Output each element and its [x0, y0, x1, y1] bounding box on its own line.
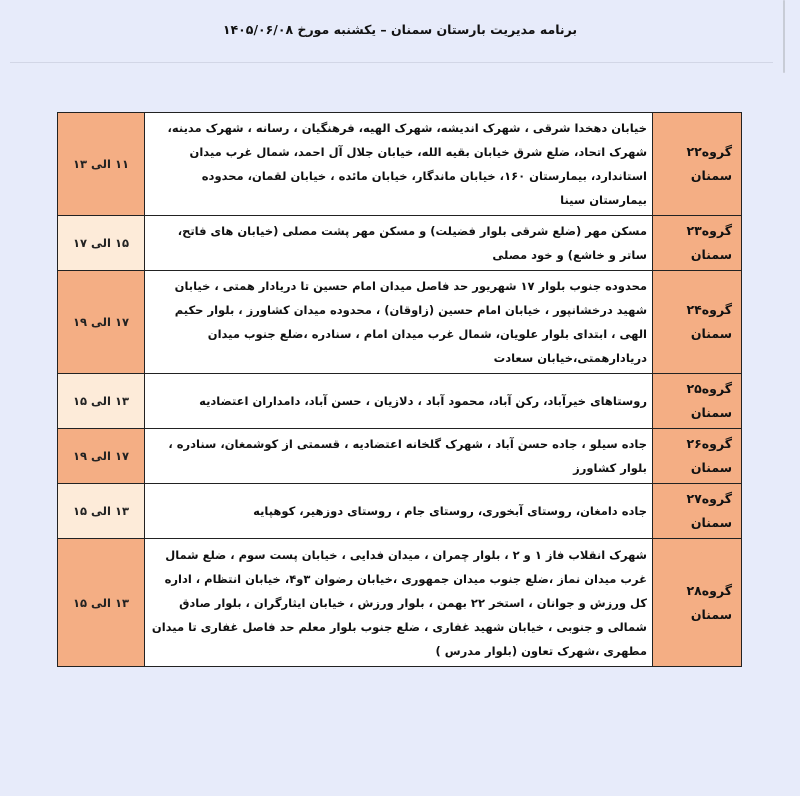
group-city: سمنان: [690, 168, 732, 183]
table-row: [58, 484, 742, 539]
group-cell: [653, 429, 742, 484]
group-cell: [653, 374, 742, 429]
area-cell: خیابان دهخدا شرقی ، شهرک اندیشه، شهرک الهیه، فرهنگیان ، رسانه ، شهرک مدینه، شهرک اتحاد، ضلع شرق خیابان بقیه الله، خیابان جلال آل احمد، شمال غرب میدان استاندارد، بیمارستان ۱۶۰، خیابان ماندگار، خیابان مائده ، خیابان لقمان، محدوده بیمارستان سینا: [145, 113, 653, 216]
scrollbar[interactable]: [783, 0, 785, 73]
time-cell: ۱۷ الی ۱۹: [58, 271, 145, 374]
area-cell: جاده دامغان، روستای آبخوری، روستای جام ، روستای دوزهیر، کوهپایه: [145, 484, 653, 539]
divider: [10, 62, 773, 63]
time-cell: ۱۳ الی ۱۵: [58, 484, 145, 539]
area-cell: جاده سیلو ، جاده حسن آباد ، شهرک گلخانه اعتضادیه ، قسمتی از کوشمغان، سنادره ، بلوار کشاورز: [145, 429, 653, 484]
area-cell: مسکن مهر (ضلع شرقی بلوار فضیلت) و مسکن مهر پشت مصلی (خیابان های فاتح، ساتر و خاشع) و خود مصلی: [145, 216, 653, 271]
time-cell: ۱۷ الی ۱۹: [58, 429, 145, 484]
schedule-table: [57, 112, 742, 667]
area-cell: شهرک انقلاب فاز ۱ و ۲ ، بلوار چمران ، میدان فدایی ، خیابان پست سوم ، ضلع شمال غرب میدان نماز ،ضلع جنوب میدان جمهوری ،خیابان رضوان ۳و۴، خیابان انتظام ، اداره کل ورزش و جوانان ، استخر ۲۲ بهمن ، بلوار ورزش ، خیابان ایثارگران ، بلوار صادق شمالی و جنوبی ، خیابان شهید غفاری ، ضلع جنوب بلوار معلم حد فاصل غفاری تا میدان مطهری ،شهرک تعاون (بلوار مدرس ): [145, 539, 653, 667]
table-row: [58, 374, 742, 429]
group-cell: [653, 113, 742, 216]
time-cell: ۱۵ الی ۱۷: [58, 216, 145, 271]
group-label: گروه۲۳: [686, 223, 732, 238]
table-row: [58, 216, 742, 271]
group-label: گروه۲۸: [686, 582, 732, 598]
group-label: گروه۲۴: [686, 302, 732, 317]
group-city: سمنان: [690, 460, 732, 475]
area-cell: محدوده جنوب بلوار ۱۷ شهریور حد فاصل میدان امام حسین تا دریادار همتی ، خیابان شهید درخشانپور ، خیابان امام حسین (زاوقان) ، محدوده میدان کشاورز ، بلوار حکیم الهی ، ابتدای بلوار علویان، شمال غرب میدان امام ، سنادره ،ضلع جنوب میدان دریادارهمتی،خیابان سعادت: [145, 271, 653, 374]
group-label: گروه۲۶: [686, 436, 732, 451]
group-cell: [653, 216, 742, 271]
table-row: [58, 271, 742, 374]
group-label: گروه۲۲: [686, 144, 732, 159]
group-city: سمنان: [690, 515, 732, 530]
group-cell: [653, 539, 742, 667]
group-city: سمنان: [690, 405, 732, 420]
table-row: [58, 113, 742, 216]
time-cell: ۱۳ الی ۱۵: [58, 374, 145, 429]
group-label: گروه۲۷: [686, 491, 732, 506]
group-city: سمنان: [690, 326, 732, 341]
table-row: [58, 429, 742, 484]
time-cell: ۱۱ الی ۱۳: [58, 113, 145, 216]
time-cell: ۱۳ الی ۱۵: [58, 539, 145, 667]
table-row: [58, 539, 742, 667]
page-title: برنامه مدیریت بارستان سمنان – یکشنبه مورخ ۱۴۰۵/۰۶/۰۸: [222, 22, 578, 37]
group-cell: [653, 484, 742, 539]
group-city: سمنان: [690, 247, 732, 262]
group-city: سمنان: [690, 606, 732, 622]
group-label: گروه۲۵: [686, 381, 732, 396]
group-cell: [653, 271, 742, 374]
area-cell: روستاهای خیرآباد، رکن آباد، محمود آباد ، دلازیان ، حسن آباد، دامداران اعتضادیه: [145, 374, 653, 429]
